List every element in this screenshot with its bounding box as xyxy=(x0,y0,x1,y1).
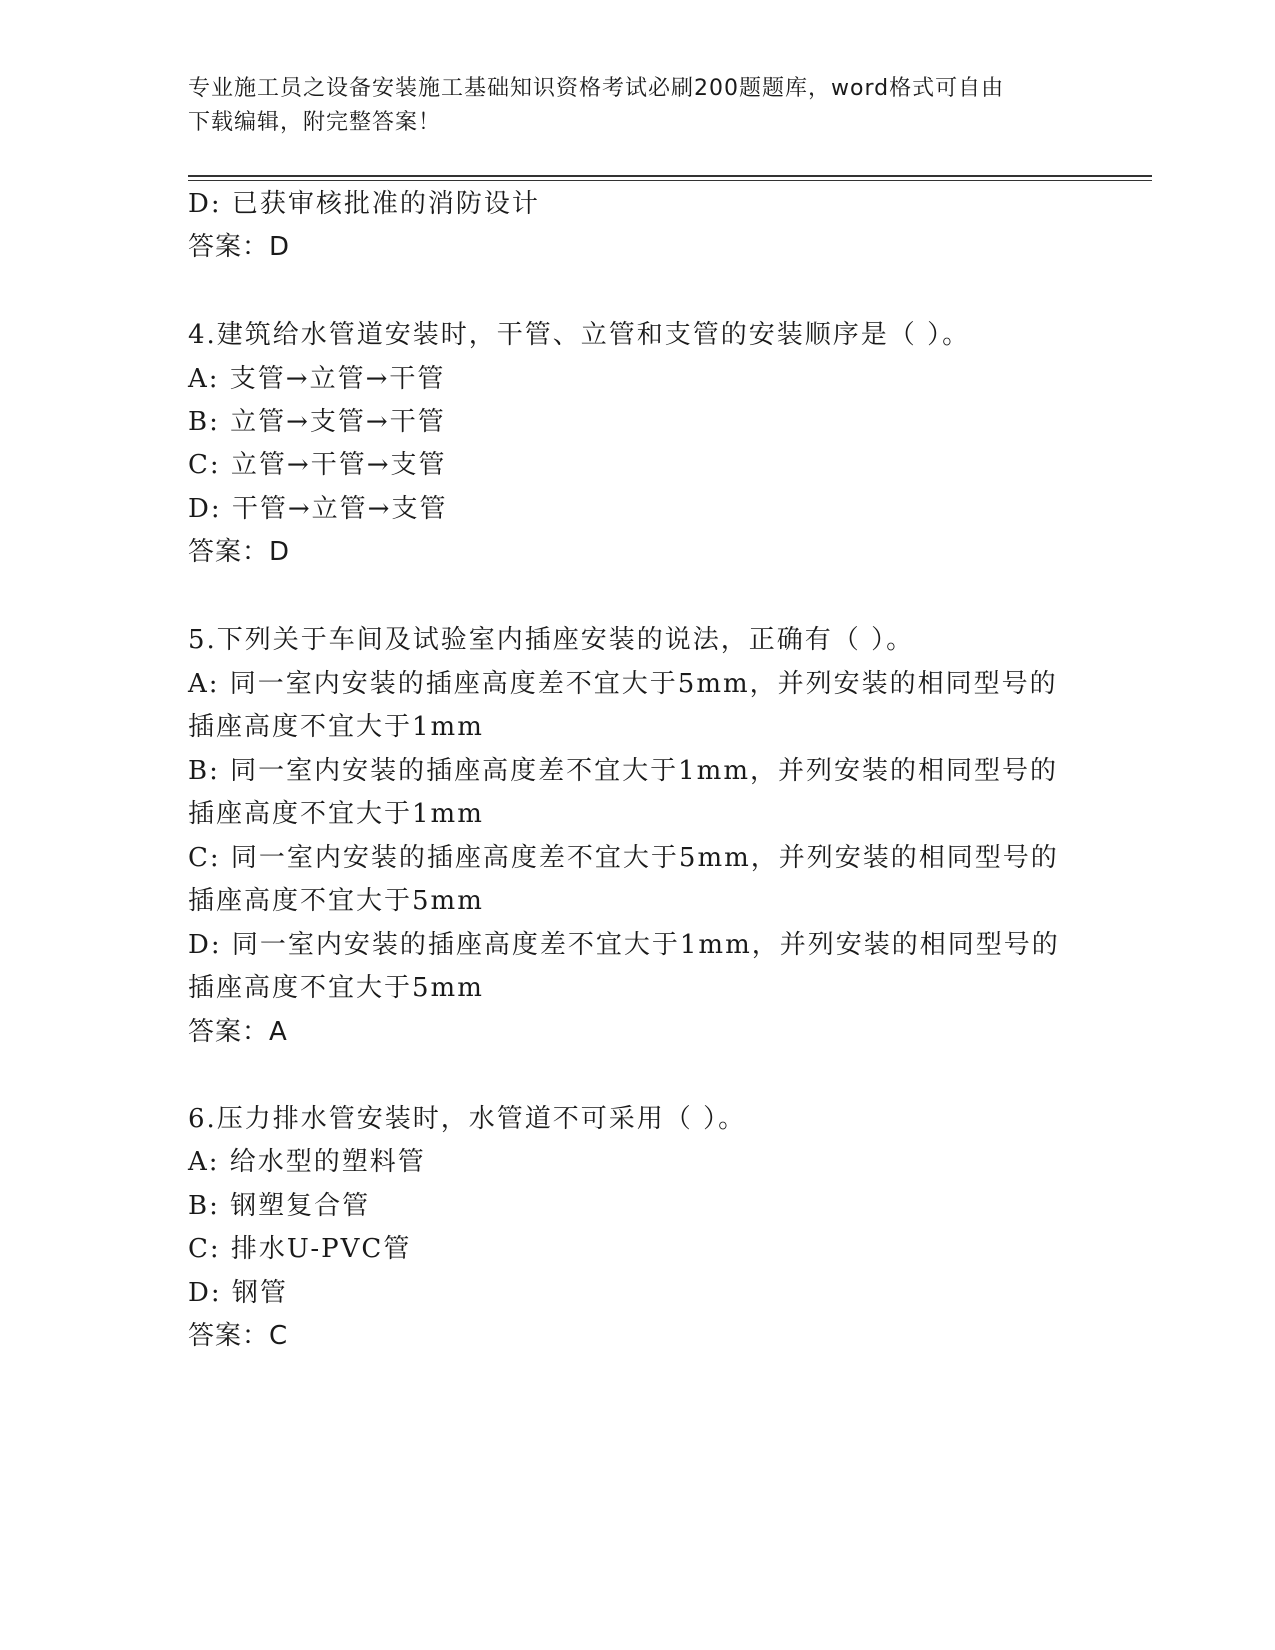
q5-option-c-line-1: C: 同一室内安装的插座高度差不宜大于5mm，并列安装的相同型号的 xyxy=(188,843,1059,873)
q4-option-b: B: 立管→支管→干管 xyxy=(188,407,446,437)
q5-answer: 答案：A xyxy=(188,1017,288,1047)
q5-option-d-line-1: D: 同一室内安装的插座高度差不宜大于1mm，并列安装的相同型号的 xyxy=(188,930,1060,960)
q4-option-d: D: 干管→立管→支管 xyxy=(188,494,448,524)
header-title-line-2: 下载编辑，附完整答案！ xyxy=(188,110,442,135)
q5-option-c-line-2: 插座高度不宜大于5mm xyxy=(188,886,484,916)
q4-answer: 答案：D xyxy=(188,537,291,567)
prev-question-option-d: D: 已获审核批准的消防设计 xyxy=(188,189,540,219)
q6-option-a: A: 给水型的塑料管 xyxy=(188,1147,426,1177)
q6-option-b: B: 钢塑复合管 xyxy=(188,1191,371,1221)
q5-option-b-line-1: B: 同一室内安装的插座高度差不宜大于1mm，并列安装的相同型号的 xyxy=(188,756,1058,786)
prev-question-answer: 答案：D xyxy=(188,232,291,262)
header-divider-top xyxy=(188,175,1152,177)
q5-option-a-line-1: A: 同一室内安装的插座高度差不宜大于5mm，并列安装的相同型号的 xyxy=(188,669,1058,699)
q5-option-b-line-2: 插座高度不宜大于1mm xyxy=(188,799,484,829)
q6-option-d: D: 钢管 xyxy=(188,1278,288,1308)
document-header xyxy=(188,72,1088,140)
q6-option-c: C: 排水U-PVC管 xyxy=(188,1234,412,1264)
q5-option-d-line-2: 插座高度不宜大于5mm xyxy=(188,973,484,1003)
header-divider-bottom xyxy=(188,180,1152,181)
q6-stem: 6.压力排水管安装时，水管道不可采用（ ）。 xyxy=(188,1104,747,1134)
q5-stem: 5.下列关于车间及试验室内插座安装的说法，正确有（ ）。 xyxy=(188,625,915,655)
header-title-line-1: 专业施工员之设备安装施工基础知识资格考试必刷200题题库，word格式可自由 xyxy=(188,76,1005,101)
q4-stem: 4.建筑给水管道安装时，干管、立管和支管的安装顺序是（ ）。 xyxy=(188,320,971,350)
q6-answer: 答案：C xyxy=(188,1321,289,1351)
q4-option-a: A: 支管→立管→干管 xyxy=(188,364,446,394)
q4-option-c: C: 立管→干管→支管 xyxy=(188,450,447,480)
q5-option-a-line-2: 插座高度不宜大于1mm xyxy=(188,712,484,742)
